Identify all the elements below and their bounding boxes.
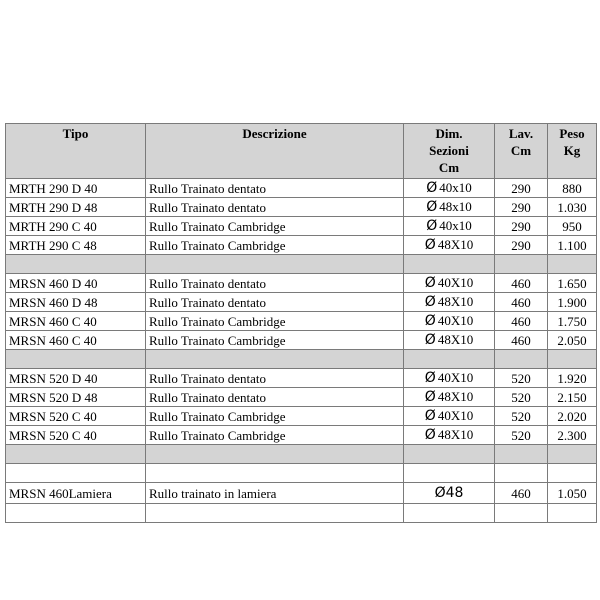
cell-dim-value: 40x10 [439, 218, 472, 233]
cell-peso: 1.900 [548, 293, 597, 312]
cell-lav: 460 [495, 331, 548, 350]
table-row [6, 198, 597, 217]
diameter-icon: Ø [424, 275, 436, 291]
diameter-icon: Ø [424, 389, 436, 405]
cell-descrizione: Rullo Trainato dentato [146, 293, 404, 312]
cell-peso: 1.650 [548, 274, 597, 293]
cell-tipo: MRSN 460 C 40 [6, 331, 146, 350]
cell-dim [404, 426, 495, 445]
cell-tipo: MRSN 460Lamiera [6, 483, 146, 504]
cell-tipo: MRSN 520 C 40 [6, 426, 146, 445]
cell-descrizione: Rullo Trainato dentato [146, 369, 404, 388]
cell-dim [404, 274, 495, 293]
cell-tipo: MRTH 290 C 48 [6, 236, 146, 255]
cell-descrizione: Rullo Trainato Cambridge [146, 426, 404, 445]
diameter-icon: Ø [424, 427, 436, 443]
table-row [6, 274, 597, 293]
cell-peso: 2.300 [548, 426, 597, 445]
header-dim [404, 124, 495, 179]
cell-lav: 290 [495, 198, 548, 217]
cell-lav: 290 [495, 217, 548, 236]
cell-peso: 880 [548, 179, 597, 198]
cell-dim-value: 40X10 [437, 408, 474, 423]
cell-peso: 1.920 [548, 369, 597, 388]
cell-descrizione: Rullo Trainato dentato [146, 198, 404, 217]
cell-lav: 520 [495, 388, 548, 407]
cell-dim-value: 40x10 [439, 180, 472, 195]
cell-dim-value: 40X10 [437, 370, 474, 385]
diameter-icon: Ø [424, 313, 436, 329]
cell-tipo: MRTH 290 D 40 [6, 179, 146, 198]
cell-dim [404, 293, 495, 312]
table-row [6, 331, 597, 350]
cell-tipo: MRTH 290 C 40 [6, 217, 146, 236]
cell-lav: 290 [495, 236, 548, 255]
cell-dim-value: 48X10 [437, 294, 474, 309]
header-dim-line2: Sezioni [429, 143, 469, 158]
diameter-icon: Ø [424, 370, 436, 386]
cell-dim-value: 48 [445, 485, 464, 501]
cell-dim-value: 48X10 [437, 332, 474, 347]
group-separator [6, 350, 597, 369]
cell-descrizione: Rullo Trainato Cambridge [146, 236, 404, 255]
diameter-icon: Ø [424, 408, 436, 424]
header-dim-line1: Dim. [435, 126, 463, 141]
cell-dim-value: 48X10 [437, 237, 474, 252]
cell-dim-value: 48x10 [439, 199, 472, 214]
cell-descrizione: Rullo Trainato dentato [146, 179, 404, 198]
group-separator [6, 255, 597, 274]
cell-dim [404, 312, 495, 331]
cell-dim [404, 236, 495, 255]
cell-lav: 520 [495, 369, 548, 388]
cell-descrizione: Rullo Trainato Cambridge [146, 407, 404, 426]
diameter-icon: Ø [424, 332, 436, 348]
diameter-icon: Ø [426, 180, 438, 196]
table-row [6, 293, 597, 312]
cell-descrizione: Rullo Trainato Cambridge [146, 217, 404, 236]
cell-lav: 520 [495, 407, 548, 426]
cell-tipo: MRSN 460 C 40 [6, 312, 146, 331]
header-row [6, 124, 597, 179]
cell-descrizione: Rullo Trainato Cambridge [146, 331, 404, 350]
cell-lav: 520 [495, 426, 548, 445]
cell-dim [404, 179, 495, 198]
cell-tipo: MRSN 520 C 40 [6, 407, 146, 426]
cell-dim [404, 388, 495, 407]
header-peso-line1: Peso [559, 126, 585, 141]
table-row [6, 312, 597, 331]
table-row [6, 407, 597, 426]
cell-dim-value: 40X10 [437, 313, 474, 328]
cell-tipo: MRSN 520 D 48 [6, 388, 146, 407]
cell-tipo: MRSN 460 D 40 [6, 274, 146, 293]
diameter-icon: Ø [426, 199, 438, 215]
table-row [6, 426, 597, 445]
header-descrizione: Descrizione [146, 124, 404, 179]
table-row [6, 388, 597, 407]
cell-tipo: MRTH 290 D 48 [6, 198, 146, 217]
diameter-icon: Ø [434, 485, 446, 501]
cell-dim [404, 331, 495, 350]
diameter-icon: Ø [424, 294, 436, 310]
cell-dim [404, 217, 495, 236]
group-separator [6, 445, 597, 464]
cell-tipo: MRSN 460 D 48 [6, 293, 146, 312]
header-lav-line1: Lav. [508, 126, 534, 141]
header-peso [548, 124, 597, 179]
cell-lav: 460 [495, 293, 548, 312]
cell-dim [404, 483, 495, 504]
cell-dim-value: 48X10 [437, 427, 474, 442]
cell-dim [404, 198, 495, 217]
cell-peso: 1.030 [548, 198, 597, 217]
cell-dim [404, 369, 495, 388]
table-row [6, 236, 597, 255]
header-tipo: Tipo [6, 124, 146, 179]
cell-descrizione: Rullo trainato in lamiera [146, 483, 404, 504]
table-row [6, 217, 597, 236]
cell-peso: 1.050 [548, 483, 597, 504]
cell-peso: 2.050 [548, 331, 597, 350]
header-lav [495, 124, 548, 179]
cell-dim-value: 40X10 [437, 275, 474, 290]
cell-peso: 950 [548, 217, 597, 236]
cell-descrizione: Rullo Trainato Cambridge [146, 312, 404, 331]
cell-lav: 460 [495, 274, 548, 293]
diameter-icon: Ø [424, 237, 436, 253]
diameter-icon: Ø [426, 218, 438, 234]
cell-dim [404, 407, 495, 426]
cell-peso: 2.150 [548, 388, 597, 407]
cell-lav: 460 [495, 483, 548, 504]
cell-lav: 460 [495, 312, 548, 331]
table-row [6, 369, 597, 388]
header-lav-line2: Cm [510, 143, 532, 158]
cell-peso: 1.100 [548, 236, 597, 255]
empty-row [6, 504, 597, 523]
product-table [5, 123, 597, 523]
cell-peso: 1.750 [548, 312, 597, 331]
table-row [6, 179, 597, 198]
cell-peso: 2.020 [548, 407, 597, 426]
table-row [6, 483, 597, 504]
cell-descrizione: Rullo Trainato dentato [146, 274, 404, 293]
header-dim-line3: Cm [438, 160, 460, 175]
cell-descrizione: Rullo Trainato dentato [146, 388, 404, 407]
empty-row [6, 464, 597, 483]
cell-lav: 290 [495, 179, 548, 198]
cell-tipo: MRSN 520 D 40 [6, 369, 146, 388]
header-peso-line2: Kg [563, 143, 581, 158]
cell-dim-value: 48X10 [437, 389, 474, 404]
